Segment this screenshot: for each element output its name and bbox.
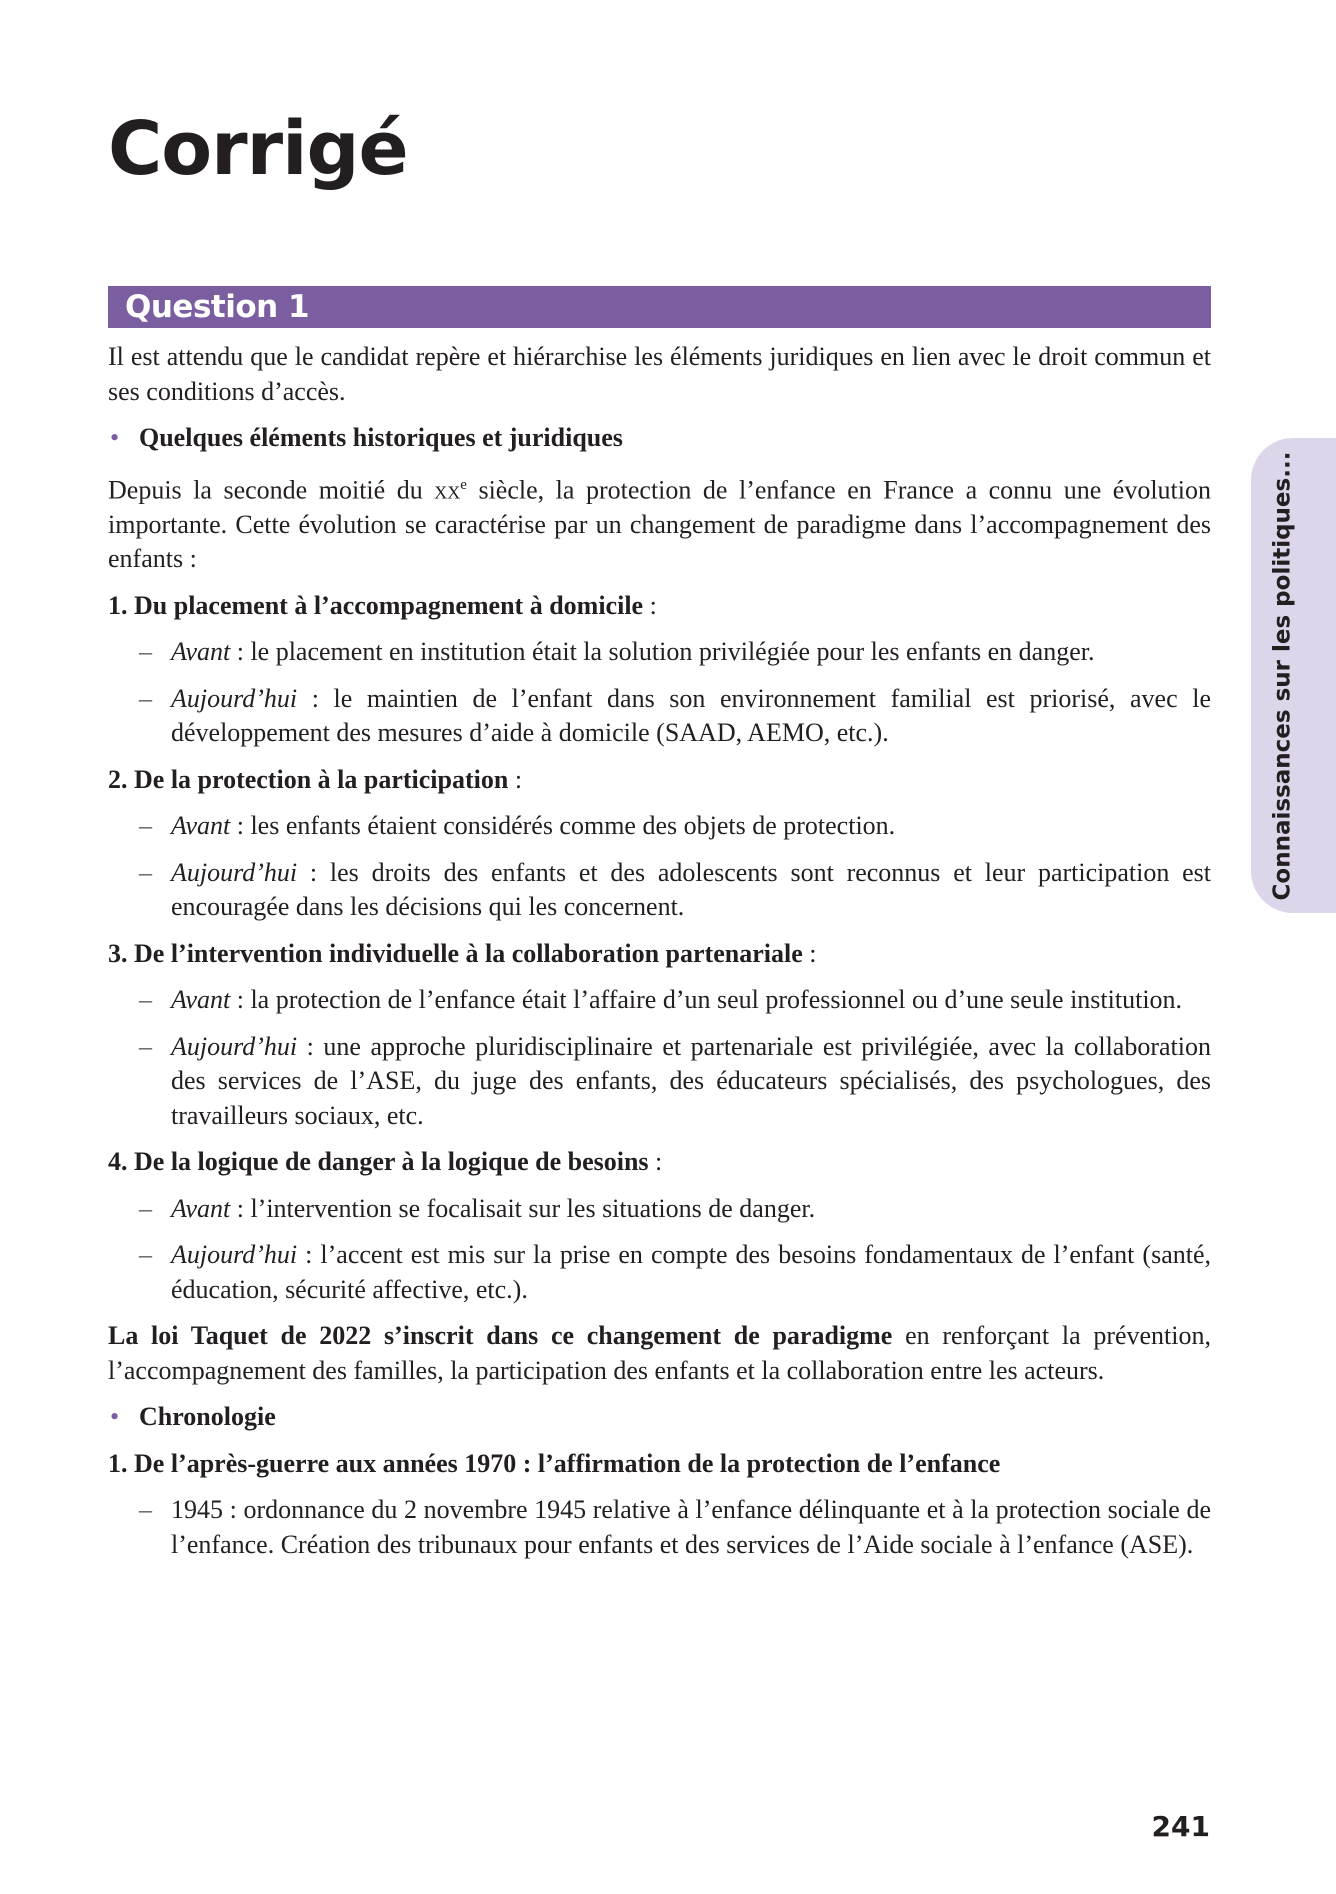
list-item — [108, 635, 1211, 670]
item-text: : la protection de l’enfance était l’affaire d’un seul professionnel ou d’une seule institution. — [230, 985, 1183, 1015]
question-heading: Question 1 — [125, 289, 310, 325]
taquet-bold-text: La loi Taquet de 2022 s’inscrit dans ce changement de paradigme — [108, 1321, 893, 1351]
bullet-heading-chronologie — [108, 1400, 1211, 1435]
chrono-heading — [108, 1447, 1211, 1482]
item-text: : le maintien de l’enfant dans son environnement familial est priorisé, avec le développement des mesures d’aide à domicile (SAAD, AEMO, etc.). — [171, 683, 1211, 748]
item-label: Avant — [171, 637, 231, 667]
section-colon: : — [643, 590, 657, 620]
section-title: 2. De la protection à la participation — [108, 764, 509, 794]
section-colon: : — [508, 764, 523, 794]
item-label: Aujourd’hui — [171, 857, 298, 887]
list-item — [108, 1030, 1211, 1134]
list-item — [108, 682, 1211, 751]
dash-marker: – — [139, 1031, 152, 1061]
century-numeral: xx — [434, 475, 461, 505]
item-text: : une approche pluridisciplinaire et partenariale est privilégiée, avec la collaboration des services de l’ASE, du juge des enfants, des éducateurs spécialisés, des psychologues, des travailleurs sociaux, etc. — [171, 1031, 1211, 1130]
item-label: Avant — [171, 985, 231, 1015]
list-item — [108, 983, 1211, 1018]
text-run: Depuis la seconde moitié du — [108, 475, 435, 505]
item-text: : les droits des enfants et des adolescents sont reconnus et leur participation est encouragée dans les décisions qui les concernent. — [171, 857, 1211, 922]
main-content — [108, 340, 1211, 1574]
dash-marker: – — [139, 637, 152, 667]
section-heading-3 — [108, 937, 1211, 972]
chrono-title: 1. De l’après-guerre aux années 1970 : l’affirmation de la protection de l’enfance — [108, 1448, 1001, 1478]
section-colon: : — [648, 1147, 663, 1177]
item-text: : l’accent est mis sur la prise en compte des besoins fondamentaux de l’enfant (santé, éducation, sécurité affective, etc.). — [171, 1240, 1211, 1304]
page-title: Corrigé — [108, 106, 408, 192]
section-heading-2 — [108, 763, 1211, 798]
intro-paragraph: Il est attendu que le candidat repère et hiérarchise les éléments juridiques en lien avec le droit commun et ses conditions d’accès. — [108, 342, 1211, 406]
item-label: Aujourd’hui — [171, 1240, 298, 1270]
section-heading-4 — [108, 1145, 1211, 1180]
section-title: 4. De la logique de danger à la logique de besoins — [108, 1147, 649, 1177]
dash-marker: – — [139, 985, 152, 1015]
item-label: Avant — [171, 811, 231, 841]
history-paragraph — [108, 468, 1211, 577]
list-item — [108, 856, 1211, 925]
century-superscript: e — [460, 476, 467, 493]
bullet-dot: • — [110, 423, 120, 452]
dash-marker: – — [139, 683, 152, 713]
bullet-label: Quelques éléments historiques et juridiques — [139, 423, 623, 452]
item-text: : l’intervention se focalisait sur les situations de danger. — [230, 1193, 816, 1223]
page-number: 241 — [1151, 1810, 1210, 1843]
section-title: 3. De l’intervention individuelle à la collaboration partenariale — [108, 938, 803, 968]
text-run: siècle, la protection de l’enfance en France a connu une évolution importante. Cette évolution se caractérise par un changement de paradigme dans l’accompagnement des enfants : — [108, 475, 1211, 574]
taquet-text: en renforçant la prévention, l’accompagnement des familles, la participation des enfants et la collaboration entre les acteurs. — [108, 1321, 1212, 1385]
bullet-label: Chronologie — [139, 1402, 276, 1432]
section-heading-1 — [108, 589, 1211, 624]
taquet-paragraph — [108, 1319, 1211, 1388]
bullet-heading-historique — [108, 421, 1211, 456]
bullet-dot: • — [110, 1402, 120, 1432]
question-heading-bar — [108, 286, 1211, 328]
side-tab-label: Connaissances sur les politiques... — [1269, 451, 1296, 900]
dash-marker: – — [139, 1240, 152, 1270]
section-colon: : — [802, 938, 817, 968]
list-item — [108, 809, 1211, 844]
list-item — [108, 1238, 1211, 1307]
list-item — [108, 1192, 1211, 1227]
side-tab-label-wrap — [1262, 448, 1302, 903]
item-label: Aujourd’hui — [171, 683, 298, 713]
item-text: 1945 : ordonnance du 2 novembre 1945 relative à l’enfance délinquante et à la protection sociale de l’enfance. Création des tribunaux pour enfants et des services de l’Aide sociale à l’enfance (ASE). — [171, 1495, 1211, 1559]
item-label: Aujourd’hui — [171, 1031, 298, 1061]
list-item — [108, 1493, 1211, 1562]
item-label: Avant — [171, 1193, 231, 1223]
dash-marker: – — [139, 857, 152, 887]
dash-marker: – — [139, 1495, 152, 1525]
section-title: 1. Du placement à l’accompagnement à domicile — [108, 590, 644, 620]
dash-marker: – — [139, 811, 152, 841]
item-text: : le placement en institution était la solution privilégiée pour les enfants en danger. — [230, 637, 1095, 667]
item-text: : les enfants étaient considérés comme des objets de protection. — [230, 811, 896, 841]
dash-marker: – — [139, 1193, 152, 1223]
